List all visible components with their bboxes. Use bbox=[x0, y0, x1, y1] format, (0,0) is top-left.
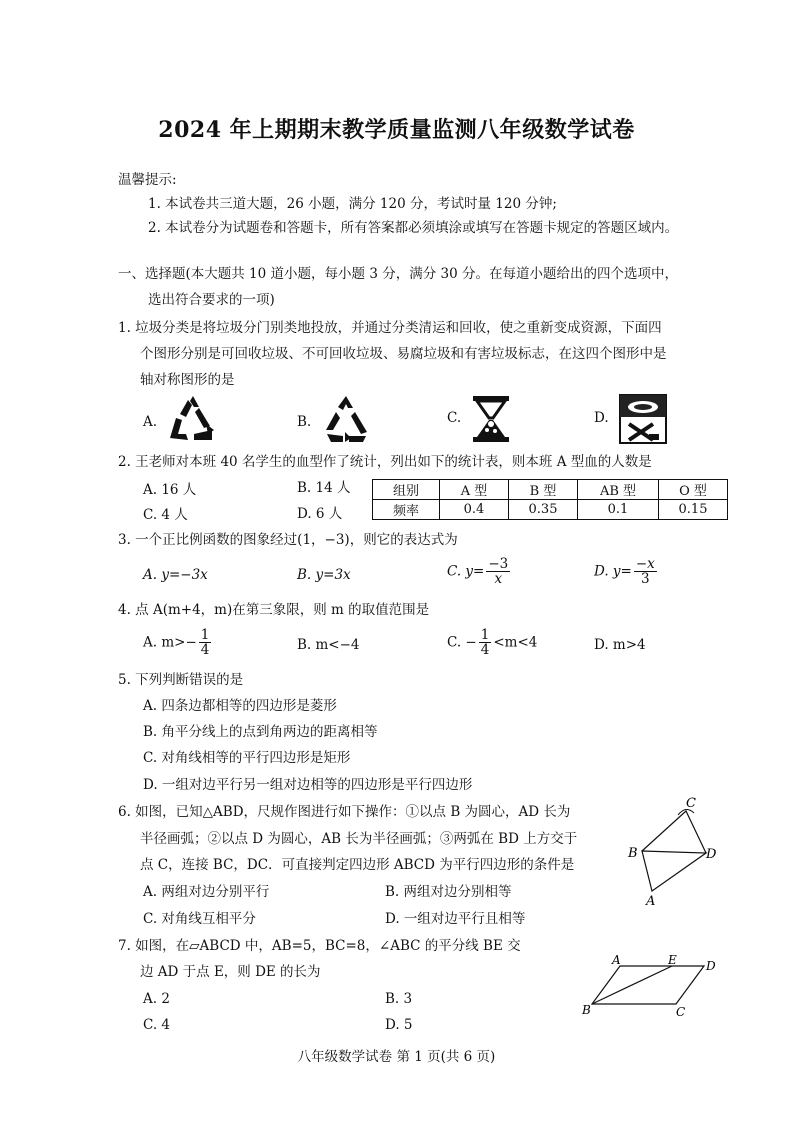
q5-option-d: D. 一组对边平行另一组对边相等的四边形是平行四边形 bbox=[143, 777, 473, 793]
q6-stem: 点 C，连接 BC，DC．可直接判定四边形 ABCD 为平行四边形的条件是 bbox=[140, 857, 575, 873]
q2-option-b: B. 14 人 bbox=[297, 480, 351, 496]
q4-option-b: B. m<−4 bbox=[297, 637, 360, 653]
figure-label-b: B bbox=[582, 1003, 591, 1017]
hazardous-waste-icon bbox=[619, 394, 667, 444]
table-row bbox=[373, 500, 728, 520]
q1-option-a: A. bbox=[143, 414, 158, 430]
table-cell: 频率 bbox=[373, 500, 440, 520]
fraction-denominator: x bbox=[494, 571, 503, 587]
q1-option-b: B. bbox=[297, 414, 312, 430]
fraction-numerator: 1 bbox=[200, 627, 210, 643]
q6-stem: 6. 如图，已知△ABD，尺规作图进行如下操作：①以点 B 为圆心，AD 长为 bbox=[118, 804, 571, 820]
section-heading: 一、选择题(本大题共 10 道小题，每小题 3 分，满分 30 分。在每道小题给出的四个选项中， bbox=[118, 266, 678, 282]
q7-option-b: B. 3 bbox=[385, 991, 413, 1007]
q2-option-c: C. 4 人 bbox=[143, 507, 188, 523]
figure-label-a: A bbox=[646, 894, 656, 907]
figure-label-d: D bbox=[706, 959, 716, 973]
fraction-numerator: −x bbox=[635, 556, 655, 572]
q2-option-a: A. 16 人 bbox=[143, 482, 197, 498]
q4-stem: 4. 点 A(m+4，m)在第三象限，则 m 的取值范围是 bbox=[118, 602, 430, 618]
tip-item: 2. 本试卷分为试题卷和答题卡，所有答案都必须填涂或填写在答题卡规定的答题区域内。 bbox=[148, 220, 679, 236]
table-header-cell: O 型 bbox=[659, 480, 728, 500]
food-waste-icon bbox=[469, 394, 513, 444]
figure-label-b: B bbox=[628, 846, 638, 861]
q5-option-b: B. 角平分线上的点到角两边的距离相等 bbox=[143, 724, 378, 740]
fraction-denominator: 4 bbox=[200, 642, 210, 658]
fraction-numerator: 1 bbox=[480, 627, 490, 643]
q6-option-a: A. 两组对边分别平行 bbox=[143, 884, 270, 900]
q6-option-d: D. 一组对边平行且相等 bbox=[385, 911, 526, 927]
table-header-cell: AB 型 bbox=[578, 480, 659, 500]
q1-stem: 1. 垃圾分类是将垃圾分门别类地投放，并通过分类清运和回收，使之重新变成资源，下面四 bbox=[118, 320, 662, 336]
q7-option-a: A. 2 bbox=[143, 991, 170, 1007]
q1-stem: 轴对称图形的是 bbox=[140, 372, 235, 388]
table-header-cell: 组别 bbox=[373, 480, 440, 500]
q2-stem: 2. 王老师对本班 40 名学生的血型作了统计，列出如下的统计表，则本班 A 型血的人数是 bbox=[118, 454, 652, 470]
q7-stem: 边 AD 于点 E，则 DE 的长为 bbox=[140, 964, 321, 980]
q3-d-label: D. y= bbox=[594, 563, 632, 580]
fraction bbox=[199, 628, 212, 657]
q3-option-b: B. y=3x bbox=[297, 567, 351, 583]
figure-label-c: C bbox=[686, 796, 696, 811]
q4-a-label: A. m>− bbox=[143, 634, 197, 651]
q4-c-label: C. − bbox=[447, 634, 477, 651]
q2-option-d: D. 6 人 bbox=[297, 506, 343, 522]
q5-option-a: A. 四条边都相等的四边形是菱形 bbox=[143, 698, 337, 714]
q7-option-d: D. 5 bbox=[385, 1017, 413, 1033]
non-recyclable-waste-icon bbox=[321, 394, 371, 444]
q3-option-d bbox=[594, 557, 659, 586]
fraction bbox=[634, 557, 657, 586]
figure-label-a: A bbox=[612, 953, 621, 967]
q1-option-c: C. bbox=[447, 410, 462, 426]
blood-type-table bbox=[372, 479, 728, 520]
fraction-denominator: 4 bbox=[480, 642, 490, 658]
q4-option-a bbox=[143, 628, 213, 657]
q1-stem: 个图形分别是可回收垃圾、不可回收垃圾、易腐垃圾和有害垃圾标志，在这四个图形中是 bbox=[140, 346, 667, 362]
q6-option-b: B. 两组对边分别相等 bbox=[385, 884, 512, 900]
q4-option-d: D. m>4 bbox=[594, 637, 646, 653]
section-heading-cont: 选出符合要求的一项) bbox=[148, 292, 275, 308]
q6-stem: 半径画弧；②以点 D 为圆心，AB 长为半径画弧；③两弧在 BD 上方交于 bbox=[140, 831, 578, 847]
q7-figure bbox=[578, 950, 724, 1020]
table-cell: 0.4 bbox=[440, 500, 509, 520]
tip-item: 1. 本试卷共三道大题，26 小题，满分 120 分，考试时量 120 分钟; bbox=[148, 196, 557, 212]
fraction bbox=[479, 628, 492, 657]
page-title: 2024 年上期期末教学质量监测八年级数学试卷 bbox=[158, 117, 635, 143]
q7-option-c: C. 4 bbox=[143, 1017, 171, 1033]
page-footer: 八年级数学试卷 第 1 页(共 6 页) bbox=[297, 1049, 496, 1065]
q3-option-c bbox=[447, 557, 512, 586]
figure-label-e: E bbox=[668, 953, 677, 967]
table-cell: 0.35 bbox=[509, 500, 578, 520]
q5-option-c: C. 对角线相等的平行四边形是矩形 bbox=[143, 750, 351, 766]
table-row bbox=[373, 480, 728, 500]
fraction-numerator: −3 bbox=[488, 556, 509, 572]
q3-stem: 3. 一个正比例函数的图象经过(1，−3)，则它的表达式为 bbox=[118, 532, 458, 548]
table-header-cell: B 型 bbox=[509, 480, 578, 500]
fraction-denominator: 3 bbox=[641, 571, 650, 587]
q6-figure bbox=[620, 795, 724, 907]
figure-label-c: C bbox=[676, 1005, 686, 1019]
figure-label-d: D bbox=[706, 847, 717, 862]
table-header-cell: A 型 bbox=[440, 480, 509, 500]
q4-c-tail: <m<4 bbox=[493, 634, 538, 651]
q3-c-label: C. y= bbox=[447, 563, 485, 580]
fraction bbox=[486, 557, 510, 586]
q6-option-c: C. 对角线互相平分 bbox=[143, 911, 256, 927]
q5-stem: 5. 下列判断错误的是 bbox=[118, 672, 244, 688]
table-cell: 0.15 bbox=[659, 500, 728, 520]
q3-option-a: A. y=−3x bbox=[143, 567, 208, 583]
q1-option-d: D. bbox=[594, 410, 609, 426]
q7-stem: 7. 如图，在▱ABCD 中，AB=5，BC=8，∠ABC 的平分线 BE 交 bbox=[118, 938, 521, 954]
recyclable-waste-icon bbox=[166, 394, 220, 444]
tips-heading: 温馨提示: bbox=[118, 172, 177, 188]
table-cell: 0.1 bbox=[578, 500, 659, 520]
q4-option-c bbox=[447, 628, 537, 657]
